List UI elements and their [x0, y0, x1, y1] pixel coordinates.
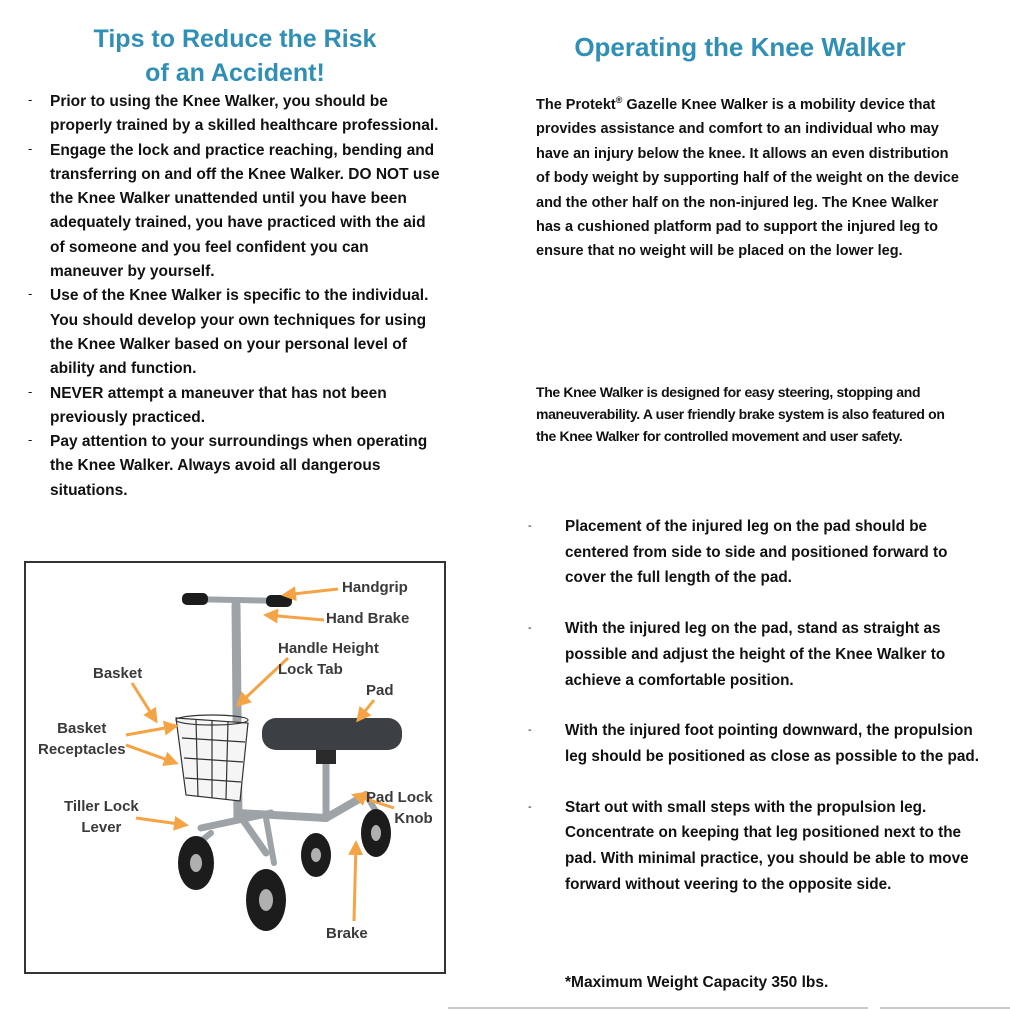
label-tiller-lock-line2: Lever [81, 819, 122, 836]
knee-pad [262, 718, 402, 750]
tip-item: - Engage the lock and practice reaching, bending and transferring on and off the Knee Walker. DO NOT use the Knee Walker unattended until you have been adequately trained, you have practiced with the aid of someone and you feel confident you can maneuver by yourself. [28, 140, 440, 281]
step-text: Start out with small steps with the propulsion leg. Concentrate on keeping that leg positioned next to the pad. With minimal practice, you should be able to move forward without veering to the opposite side. [565, 798, 969, 893]
label-basket-receptacles [38, 718, 126, 760]
tip-text: NEVER attempt a maneuver that has not been previously practiced. [50, 384, 387, 426]
tips-heading-line1: Tips to Reduce the Risk [93, 25, 377, 53]
label-tiller-lock-lever [64, 796, 139, 838]
label-handle-height-line1: Handle Height [278, 640, 379, 657]
label-handle-height [278, 638, 379, 680]
step-text: With the injured foot pointing downward, the propulsion leg should be positioned as close as possible to the pad. [565, 722, 979, 765]
tip-item: - Prior to using the Knee Walker, you should be properly trained by a skilled healthcare professional. [28, 92, 439, 135]
basket [176, 715, 248, 801]
label-hand-brake: Hand Brake [326, 610, 410, 627]
label-pad-lock-knob [366, 787, 433, 829]
tip-text: Pay attention to your surroundings when operating the Knee Walker. Always avoid all dangerous situations. [50, 433, 428, 499]
label-pad-lock-line1: Pad Lock [366, 789, 433, 806]
knee-walker-diagram [24, 561, 446, 974]
intro-text: Gazelle Knee Walker is a mobility device that provides assistance and comfort to an individual who may have an injury below the knee. It allows an even distribution of body weight by supporting half of the weight on the device and the other half on the non-injured leg. The Knee Walker has a cushioned platform pad to support the injured leg to ensure that no weight will be placed on the lower leg. [536, 97, 959, 260]
label-pad-lock-line2: Knob [394, 810, 433, 827]
label-pad: Pad [366, 682, 394, 699]
weight-capacity: *Maximum Weight Capacity 350 lbs. [565, 974, 829, 991]
step-item: - Start out with small steps with the propulsion leg. Concentrate on keeping that leg positioned next to the pad. With minimal practice, you should be able to move forward without veering to the opposite side. [528, 798, 969, 893]
tips-heading [40, 22, 430, 90]
label-basket-receptacles-line2: Receptacles [38, 741, 126, 758]
handgrip-left [182, 593, 208, 605]
tips-heading-line2: of an Accident! [145, 59, 325, 87]
label-basket-receptacles-line1: Basket [57, 720, 107, 737]
tip-item: - Use of the Knee Walker is specific to the individual. You should develop your own techniques for using the Knee Walker based on your personal level of ability and function. [28, 286, 429, 378]
steps-list [520, 514, 990, 897]
label-tiller-lock-line1: Tiller Lock [64, 798, 139, 815]
handgrip-right [266, 595, 292, 607]
step-text: With the injured leg on the pad, stand as straight as possible and adjust the height of the Knee Walker to achieve a comfortable position. [565, 620, 946, 689]
step-text: Placement of the injured leg on the pad should be centered from side to side and positioned forward to cover the full length of the pad. [565, 518, 948, 587]
design-paragraph: The Knee Walker is designed for easy steering, stopping and maneuverability. A user friendly brake system is also featured on the Knee Walker for controlled movement and user safety. [536, 384, 945, 444]
registered-mark: ® [615, 95, 623, 106]
label-handgrip: Handgrip [342, 579, 408, 596]
label-handle-height-line2: Lock Tab [278, 661, 343, 678]
footer-divider-right [880, 1007, 1010, 1009]
step-item: - With the injured leg on the pad, stand as straight as possible and adjust the height of the Knee Walker to achieve a comfortable position. [528, 620, 946, 689]
tip-item: - NEVER attempt a maneuver that has not been previously practiced. [28, 383, 387, 426]
tip-text: Prior to using the Knee Walker, you should be properly trained by a skilled healthcare professional. [50, 93, 439, 135]
tip-item: - Pay attention to your surroundings when operating the Knee Walker. Always avoid all dangerous situations. [28, 432, 428, 499]
intro-brand: The Protekt [536, 97, 616, 113]
operating-heading: Operating the Knee Walker [574, 32, 906, 62]
tips-list [0, 90, 450, 503]
step-item: - With the injured foot pointing downward, the propulsion leg should be positioned as close as possible to the pad. [528, 722, 979, 765]
intro-paragraph [536, 93, 966, 264]
tip-text: Use of the Knee Walker is specific to the individual. You should develop your own techniques for using the Knee Walker based on your personal level of ability and function. [50, 287, 429, 378]
footer-divider [448, 1007, 868, 1009]
tip-text: Engage the lock and practice reaching, bending and transferring on and off the Knee Walker. DO NOT use the Knee Walker unattended until you have been adequately trained, you have practiced with the aid of someone and you feel confident you can maneuver by yourself. [50, 141, 440, 281]
step-item: - Placement of the injured leg on the pad should be centered from side to side and positioned forward to cover the full length of the pad. [528, 518, 948, 587]
label-basket: Basket [93, 665, 143, 682]
label-brake: Brake [326, 925, 368, 942]
